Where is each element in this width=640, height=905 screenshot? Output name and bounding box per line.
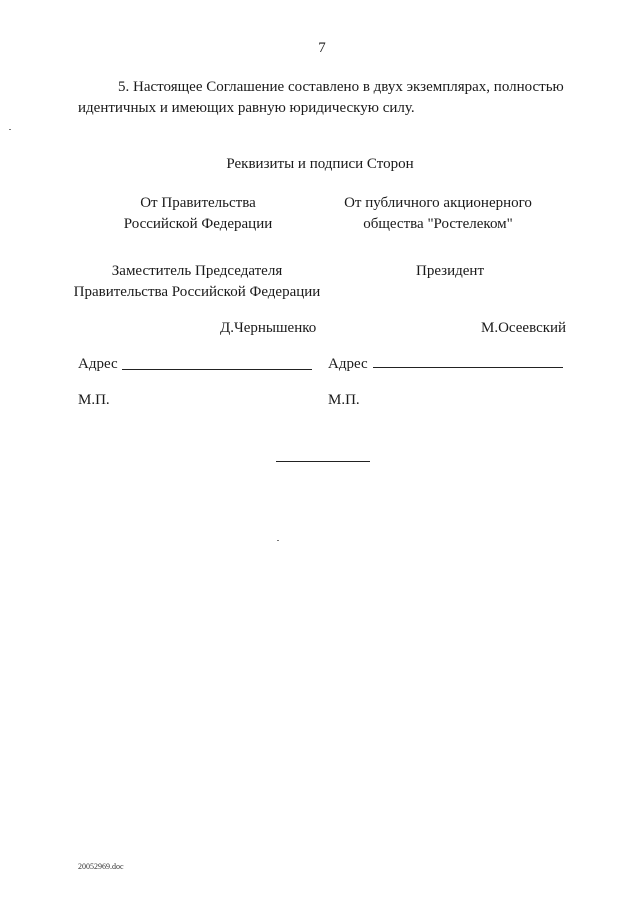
left-signatory-name: Д.Чернышенко xyxy=(220,320,317,336)
scan-speck xyxy=(9,129,11,130)
right-signatory-title: Президент xyxy=(416,263,484,279)
paragraph-line-2: идентичных и имеющих равную юридическую силу. xyxy=(78,100,415,116)
footer-file-name: 20052969.doc xyxy=(78,862,124,871)
signatures-heading: Реквизиты и подписи Сторон xyxy=(226,156,414,172)
right-address-blank-line xyxy=(373,367,563,368)
right-party-name xyxy=(338,193,538,235)
left-signatory-title-line-1: Заместитель Председателя xyxy=(111,263,283,279)
left-address-label: Адрес xyxy=(78,356,118,372)
left-signatory-title xyxy=(72,261,322,303)
left-party-name-line-1: От Правительства xyxy=(140,195,256,211)
document-end-rule xyxy=(276,461,370,462)
left-address-blank-line xyxy=(122,369,312,370)
left-party-name-line-2: Российской Федерации xyxy=(123,216,273,232)
page-number: 7 xyxy=(318,40,326,56)
left-party-name xyxy=(98,193,298,235)
right-signatory-name: М.Осеевский xyxy=(481,320,567,336)
scan-speck xyxy=(277,540,279,541)
paragraph-line-1: 5. Настоящее Соглашение составлено в двух экземплярах, полностью xyxy=(118,79,564,95)
right-address-label: Адрес xyxy=(328,356,368,372)
right-stamp-label: М.П. xyxy=(328,392,360,408)
left-signatory-title-line-2: Правительства Российской Федерации xyxy=(73,284,321,300)
left-stamp-label: М.П. xyxy=(78,392,110,408)
right-party-name-line-2: общества "Ростелеком" xyxy=(363,216,513,232)
right-party-name-line-1: От публичного акционерного xyxy=(344,195,532,211)
